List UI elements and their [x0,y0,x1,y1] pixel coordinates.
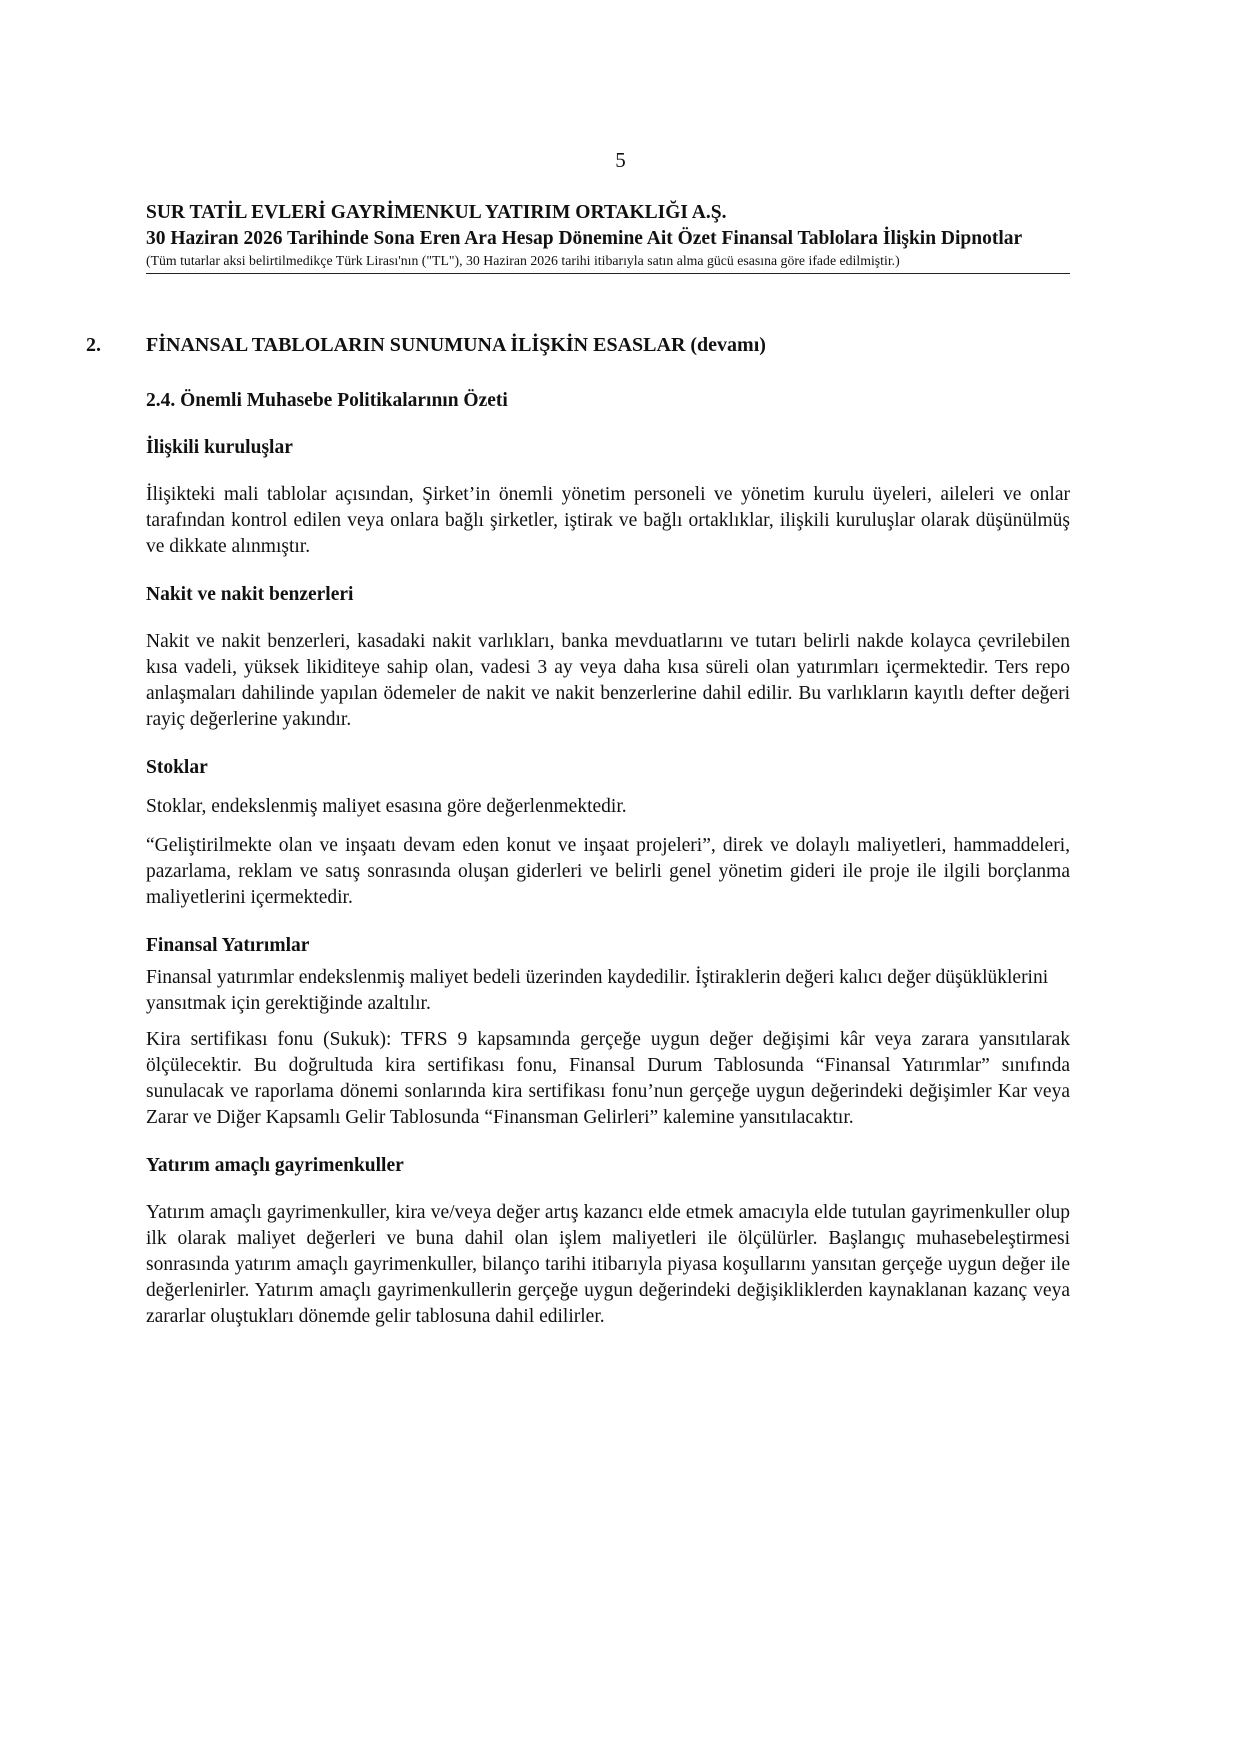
document-subtitle: 30 Haziran 2026 Tarihinde Sona Eren Ara Hesap Dönemine Ait Özet Finansal Tablolara İlişkin Dipnotlar [146,228,1023,249]
paragraph-investment-property: Yatırım amaçlı gayrimenkuller, kira ve/veya değer artış kazancı elde etmek amacıyla elde tutulan gayrimenkuller olup ilk olarak maliyet değerleri ve buna dahil olan işlem maliyetleri ile ölçülürler. Başlangıç muhasebeleştirmesi sonrasında yatırım amaçlı gayrimenkuller, bilanço tarihi itibarıyla piyasa koşullarını yansıtan gerçeğe uygun değer ile değerlenirler. Yatırım amaçlı gayrimenkullerin gerçeğe uygun değerindeki değişikliklerden kaynaklanan kazanç veya zararlar oluştukları dönemde gelir tablosuna dahil edilirler. [146,1202,1070,1327]
topic-title-financial-investments: Finansal Yatırımlar [146,935,310,956]
company-name: SUR TATİL EVLERİ GAYRİMENKUL YATIRIM ORTAKLIĞI A.Ş. [146,202,727,223]
paragraph-related-parties: İlişikteki mali tablolar açısından, Şirket’in önemli yönetim personeli ve yönetim kurulu üyeleri, aileleri ve onlar tarafından kontrol edilen veya onlara bağlı şirketler, iştirak ve bağlı ortaklıklar, ilişkili kuruluşlar olarak düşünülmüş ve dikkate alınmıştır. [146,484,1070,557]
page-content [146,388,1070,1330]
document-header [146,200,1070,274]
paragraph-financial-investments-1: Finansal yatırımlar endekslenmiş maliyet bedeli üzerinden kaydedilir. İştiraklerin değeri kalıcı değer düşüklüklerini yansıtmak için gerektiğinde azaltılır. [146,967,1049,1014]
page-number: 5 [615,148,626,172]
topic-title-inventories: Stoklar [146,757,208,778]
section-title: FİNANSAL TABLOLARIN SUNUMUNA İLİŞKİN ESASLAR (devamı) [146,334,766,356]
subsection-title: 2.4. Önemli Muhasebe Politikalarının Özeti [146,390,508,411]
currency-note: (Tüm tutarlar aksi belirtilmedikçe Türk Lirası'nın ("TL"), 30 Haziran 2026 tarihi itibarıyla satın alma gücü esasına göre ifade edilmiştir.) [146,253,900,268]
section-number: 2. [86,334,101,356]
topic-title-investment-property: Yatırım amaçlı gayrimenkuller [146,1155,404,1176]
paragraph-cash: Nakit ve nakit benzerleri, kasadaki nakit varlıkları, banka mevduatlarını ve tutarı belirli nakde kolayca çevrilebilen kısa vadeli, yüksek likiditeye sahip olan, vadesi 3 ay veya daha kısa süreli olan yatırımları içermektedir. Ters repo anlaşmaları dahilinde yapılan ödemeler de nakit ve nakit benzerlerine dahil edilir. Bu varlıkların kayıtlı defter değeri rayiç değerlerine yakındır. [146,631,1070,730]
topic-title-cash: Nakit ve nakit benzerleri [146,584,354,605]
paragraph-inventories-2: “Geliştirilmekte olan ve inşaatı devam eden konut ve inşaat projeleri”, direk ve dolaylı maliyetleri, hammaddeleri, pazarlama, reklam ve satış sonrasında oluşan giderleri ve belirli genel yönetim gideri ile proje ile ilgili borçlanma maliyetlerini içermektedir. [146,835,1070,908]
topic-title-related-parties: İlişkili kuruluşlar [146,437,293,458]
section-heading [86,332,1070,358]
paragraph-financial-investments-2: Kira sertifikası fonu (Sukuk): TFRS 9 kapsamında gerçeğe uygun değer değişimi kâr veya zarara yansıtılarak ölçülecektir. Bu doğrultuda kira sertifikası fonu, Finansal Durum Tablosunda “Finansal Yatırımlar” sınıfında sunulacak ve raporlama dönemi sonlarında kira sertifikası fonu’nun gerçeğe uygun değerindeki değişimler Kar veya Zarar ve Diğer Kapsamlı Gelir Tablosunda “Finansman Gelirleri” kalemine yansıtılacaktır. [146,1029,1070,1128]
paragraph-inventories-1: Stoklar, endekslenmiş maliyet esasına göre değerlenmektedir. [146,796,627,817]
